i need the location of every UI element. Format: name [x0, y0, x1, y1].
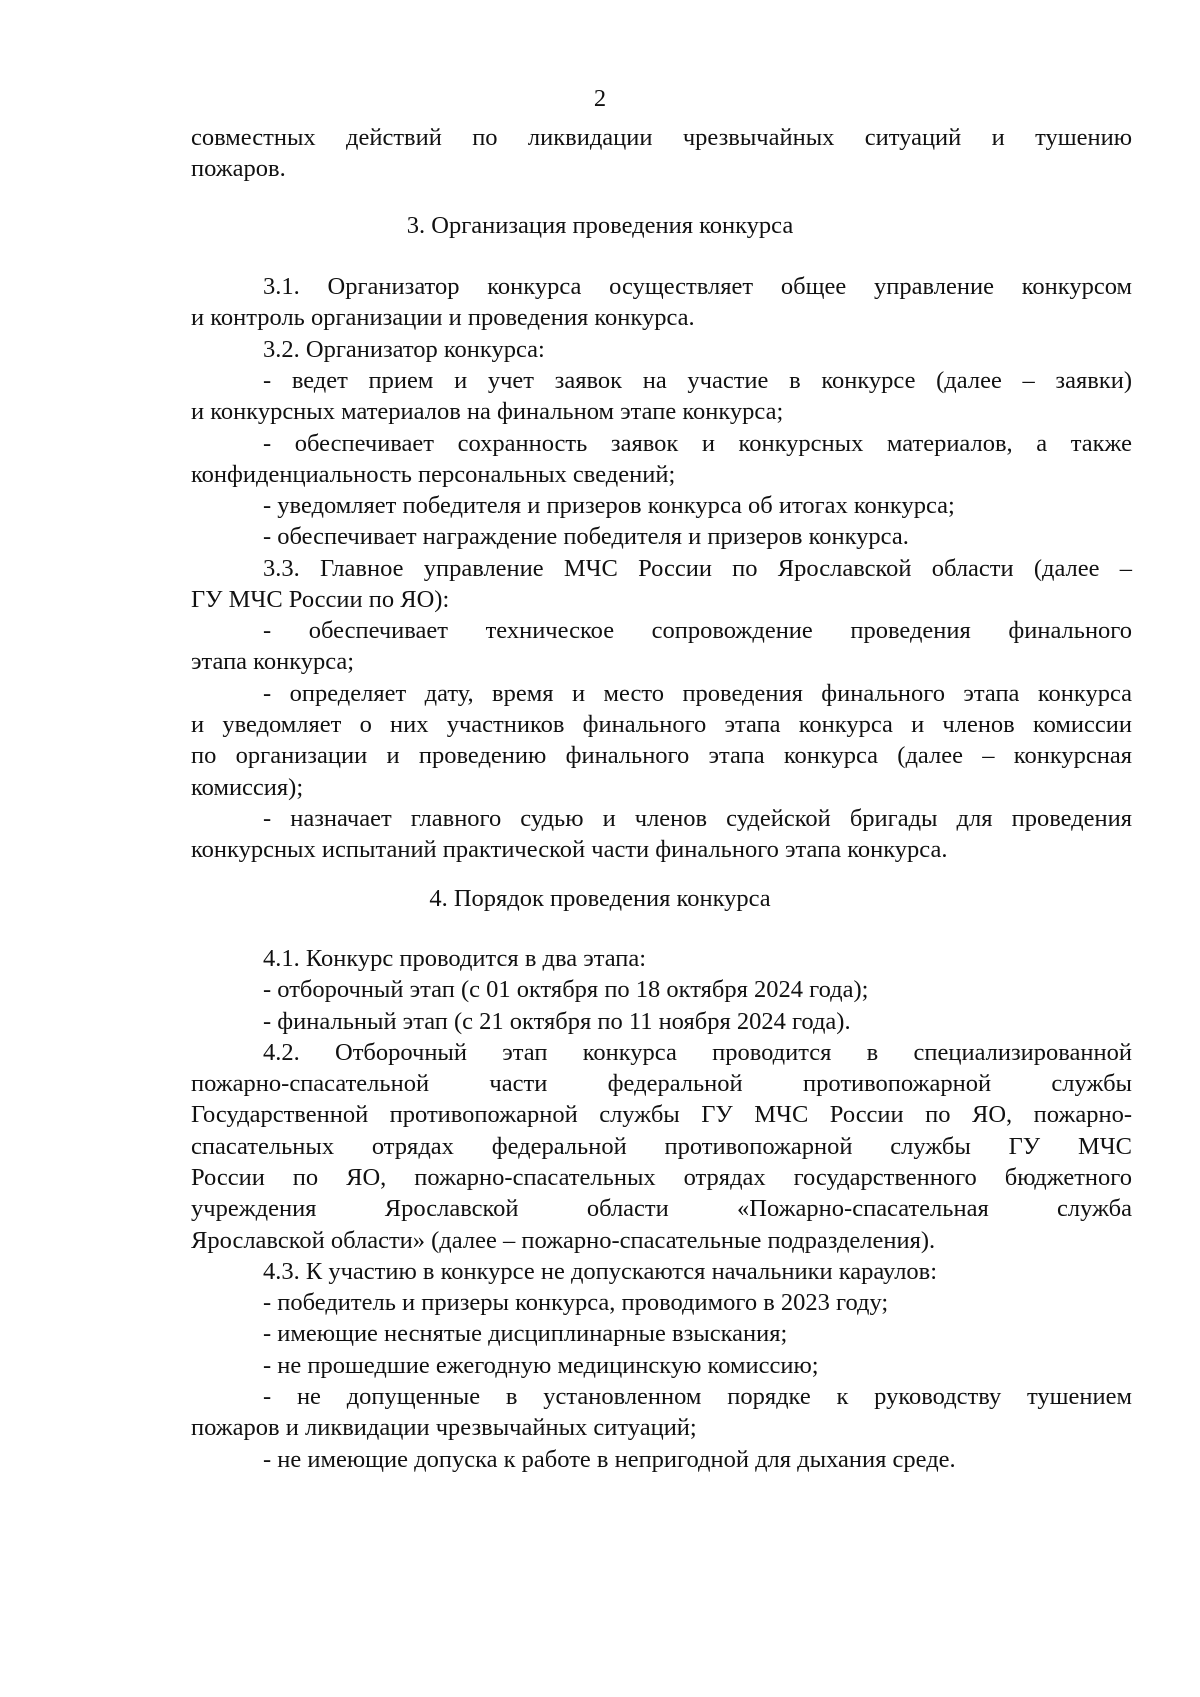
paragraph-line: спасательных отрядах федеральной противопожарной службы ГУ МЧС — [191, 1133, 1132, 1160]
list-item: - обеспечивает сохранность заявок и конкурсных материалов, а также — [263, 430, 1132, 457]
list-item: - обеспечивает техническое сопровождение проведения финального — [263, 617, 1132, 644]
paragraph-line: ГУ МЧС России по ЯО): — [191, 586, 450, 613]
paragraph-line: конкурсных испытаний практической части финального этапа конкурса. — [191, 836, 948, 863]
list-item: - уведомляет победителя и призеров конкурса об итогах конкурса; — [263, 492, 955, 519]
paragraph-line: совместных действий по ликвидации чрезвычайных ситуаций и тушению — [191, 124, 1132, 151]
paragraph-line: пожаров. — [191, 155, 286, 182]
paragraph-line: и конкурсных материалов на финальном этапе конкурса; — [191, 398, 784, 425]
paragraph-line: конфиденциальность персональных сведений; — [191, 461, 676, 488]
paragraph-line: 4.3. К участию в конкурсе не допускаются начальники караулов: — [263, 1258, 938, 1285]
paragraph-line: учреждения Ярославской области «Пожарно-спасательная служба — [191, 1195, 1132, 1222]
paragraph-line: Государственной противопожарной службы ГУ МЧС России по ЯО, пожарно- — [191, 1101, 1132, 1128]
paragraph-line: комиссия); — [191, 774, 304, 801]
paragraph-line: 4.1. Конкурс проводится в два этапа: — [263, 945, 647, 972]
list-item: - не допущенные в установленном порядке к руководству тушением — [263, 1383, 1132, 1410]
page-number: 2 — [593, 85, 607, 112]
list-item: - не имеющие допуска к работе в непригодной для дыхания среде. — [263, 1446, 956, 1473]
paragraph-line: 3.1. Организатор конкурса осуществляет общее управление конкурсом — [263, 273, 1132, 300]
list-item: - победитель и призеры конкурса, проводимого в 2023 году; — [263, 1289, 889, 1316]
list-item: - ведет прием и учет заявок на участие в конкурсе (далее – заявки) — [263, 367, 1132, 394]
paragraph-line: пожаров и ликвидации чрезвычайных ситуаций; — [191, 1414, 697, 1441]
list-item: - имеющие неснятые дисциплинарные взыскания; — [263, 1320, 788, 1347]
list-item: - определяет дату, время и место проведения финального этапа конкурса — [263, 680, 1132, 707]
paragraph-line: этапа конкурса; — [191, 648, 355, 675]
section-heading: 3. Организация проведения конкурса — [406, 212, 794, 239]
paragraph-line: Ярославской области» (далее – пожарно-спасательные подразделения). — [191, 1227, 936, 1254]
paragraph-line: по организации и проведению финального этапа конкурса (далее – конкурсная — [191, 742, 1132, 769]
paragraph-line: 3.3. Главное управление МЧС России по Ярославской области (далее – — [263, 555, 1132, 582]
list-item: - назначает главного судью и членов судейской бригады для проведения — [263, 805, 1132, 832]
section-heading: 4. Порядок проведения конкурса — [429, 885, 771, 912]
list-item: - отборочный этап (с 01 октября по 18 октября 2024 года); — [263, 976, 869, 1003]
list-item: - не прошедшие ежегодную медицинскую комиссию; — [263, 1352, 819, 1379]
paragraph-line: России по ЯО, пожарно-спасательных отрядах государственного бюджетного — [191, 1164, 1132, 1191]
paragraph-line: 4.2. Отборочный этап конкурса проводится в специализированной — [263, 1039, 1132, 1066]
list-item: - обеспечивает награждение победителя и призеров конкурса. — [263, 523, 909, 550]
paragraph-line: 3.2. Организатор конкурса: — [263, 336, 545, 363]
paragraph-line: пожарно-спасательной части федеральной противопожарной службы — [191, 1070, 1132, 1097]
paragraph-line: и контроль организации и проведения конкурса. — [191, 304, 695, 331]
list-item: - финальный этап (с 21 октября по 11 ноября 2024 года). — [263, 1008, 851, 1035]
paragraph-line: и уведомляет о них участников финального этапа конкурса и членов комиссии — [191, 711, 1132, 738]
